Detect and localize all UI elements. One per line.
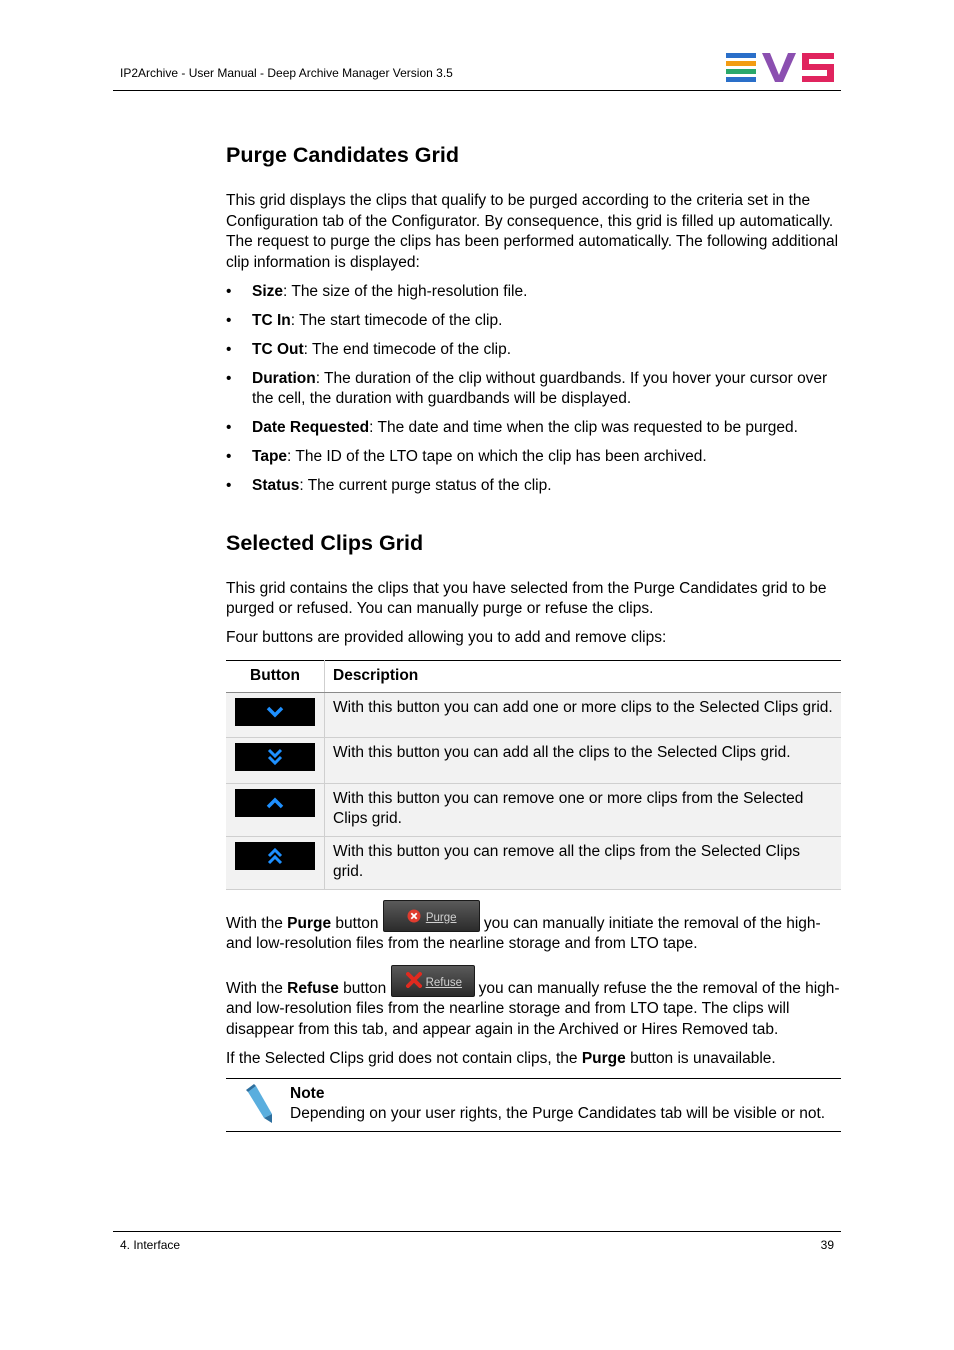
footer-page-number: 39 bbox=[820, 1238, 834, 1252]
list-item: • Status: The current purge status of the clip. bbox=[226, 476, 842, 497]
chevron-up-icon bbox=[266, 794, 284, 812]
footer-rule bbox=[113, 1231, 841, 1232]
header-title: IP2Archive - User Manual - Deep Archive Manager Version 3.5 bbox=[120, 66, 453, 80]
note-box bbox=[226, 1078, 841, 1132]
buttons-table bbox=[226, 660, 841, 890]
double-chevron-down-icon bbox=[266, 748, 284, 766]
list-item: • Date Requested: The date and time when the clip was requested to be purged. bbox=[226, 418, 842, 439]
table-cell: With this button you can add one or more clips to the Selected Clips grid. bbox=[325, 692, 842, 738]
chevron-down-icon bbox=[266, 703, 284, 721]
list-item: • Duration: The duration of the clip without guardbands. If you hover your cursor over the cell, the duration with guardbands will be displayed. bbox=[226, 369, 842, 410]
list-item: • TC Out: The end timecode of the clip. bbox=[226, 340, 842, 361]
table-row bbox=[226, 738, 841, 784]
note-text: Depending on your user rights, the Purge Candidates tab will be visible or not. bbox=[290, 1105, 826, 1122]
purge-button-label: Purge bbox=[425, 911, 457, 924]
table-cell: With this button you can add all the clips to the Selected Clips grid. bbox=[325, 738, 842, 784]
red-x-icon bbox=[406, 972, 422, 988]
buttons-intro: Four buttons are provided allowing you to add and remove clips: bbox=[226, 629, 667, 646]
refuse-button-image bbox=[391, 965, 475, 997]
list-item: • Size: The size of the high-resolution file. bbox=[226, 282, 842, 303]
list-item: • Tape: The ID of the LTO tape on which the clip has been archived. bbox=[226, 447, 842, 468]
table-row bbox=[226, 692, 841, 738]
table-row bbox=[226, 783, 841, 836]
double-chevron-up-icon bbox=[266, 847, 284, 865]
add-all-button bbox=[235, 743, 315, 771]
footer-chapter: 4. Interface bbox=[120, 1238, 181, 1252]
section-title-purge-candidates: Purge Candidates Grid bbox=[226, 143, 459, 167]
remove-selected-button bbox=[235, 789, 315, 817]
section-title-selected-clips: Selected Clips Grid bbox=[226, 530, 424, 555]
purge-button-image bbox=[383, 900, 480, 932]
note-title: Note bbox=[290, 1085, 325, 1102]
close-circle-icon bbox=[407, 909, 421, 923]
header-rule bbox=[113, 90, 841, 91]
purge-candidates-intro: This grid displays the clips that qualify to be purged according to the criteria set in the Configuration tab of the Configurator. By consequence, this grid is filled up automatically. The request to purge the clips has been performed automatically. The following additional clip information is displayed: bbox=[226, 192, 839, 271]
evs-logo bbox=[726, 53, 834, 82]
table-header-button: Button bbox=[226, 660, 325, 692]
refuse-button-label: Refuse bbox=[425, 976, 463, 989]
list-item: • TC In: The start timecode of the clip. bbox=[226, 311, 842, 332]
purge-paragraph: With the Purge button Purge you can manually initiate the removal of the high-and low-resolution files from the nearline storage and from LTO tape. bbox=[226, 900, 842, 955]
pen-icon bbox=[242, 1084, 278, 1124]
selected-clips-intro: This grid contains the clips that you have selected from the Purge Candidates grid to be purged or refused. You can manually purge or refuse the clips. bbox=[226, 579, 827, 617]
table-cell: With this button you can remove all the clips from the Selected Clips grid. bbox=[325, 836, 842, 889]
add-selected-button bbox=[235, 698, 315, 726]
purge-unavailable-paragraph: If the Selected Clips grid does not contain clips, the Purge button is unavailable. bbox=[226, 1049, 776, 1067]
table-row bbox=[226, 836, 841, 889]
purge-candidates-field-list bbox=[226, 282, 842, 497]
table-header-description: Description bbox=[325, 660, 842, 692]
table-cell: With this button you can remove one or more clips from the Selected Clips grid. bbox=[325, 783, 842, 836]
main-content bbox=[226, 140, 842, 1078]
refuse-paragraph: With the Refuse button Refuse you can manually refuse the the removal of the high-and low-resolution files from the nearline storage and from LTO tape. The clips will disappear from this tab, and appear again in the Archived or Hires Removed tab. bbox=[226, 965, 842, 1041]
remove-all-button bbox=[235, 842, 315, 870]
